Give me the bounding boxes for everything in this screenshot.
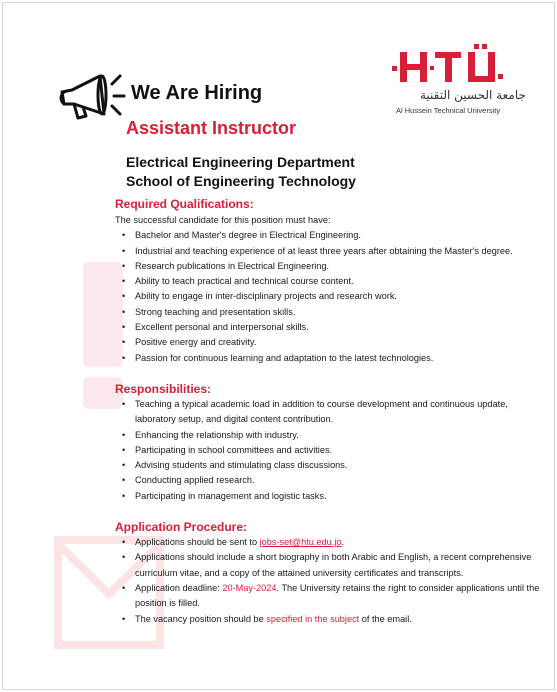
department-name: Electrical Engineering Department — [126, 154, 355, 170]
application-title: Application Procedure: — [115, 520, 248, 535]
application-list — [115, 535, 540, 627]
qualification-item: • Excellent personal and interpersonal skills. — [135, 320, 540, 335]
application-item — [135, 612, 540, 627]
qualifications-title: Required Qualifications: — [115, 197, 254, 211]
responsibility-item: • Advising students and stimulating class discussions. — [135, 458, 540, 473]
qualification-item: • Passion for continuous learning and adaptation to the latest technologies. — [135, 351, 540, 366]
qualification-item: • Bachelor and Master's degree in Electrical Engineering. — [135, 228, 540, 243]
responsibilities-list — [115, 397, 540, 504]
job-description — [115, 196, 540, 627]
responsibility-item: • Participating in management and logistic tasks. — [135, 489, 540, 504]
qualification-item: • Industrial and teaching experience of at least three years after obtaining the Master's degree. — [135, 244, 540, 259]
application-text: . — [341, 537, 345, 548]
application-item — [135, 535, 540, 550]
qualification-item: • Ability to engage in inter-disciplinary projects and research work. — [135, 289, 540, 304]
logo-english-name: Al Hussein Technical University — [396, 106, 501, 115]
qualification-item: • Positive energy and creativity. — [135, 335, 540, 350]
application-text: Application deadline: — [135, 582, 223, 593]
qualification-item: • Ability to teach practical and technical course content. — [135, 274, 540, 289]
qualification-item: • Strong teaching and presentation skills. — [135, 305, 540, 320]
qualifications-intro: The successful candidate for this position must have: — [115, 215, 331, 225]
responsibility-item: • Conducting applied research. — [135, 473, 540, 488]
department-heading — [126, 153, 356, 191]
application-text: Applications should be sent to — [135, 537, 260, 548]
qualification-item: • Research publications in Electrical Engineering. — [135, 259, 540, 274]
application-text: . The University retains the right to consider applications until the position is filled. — [135, 582, 540, 609]
hiring-title: We Are Hiring — [131, 82, 263, 104]
responsibility-item: • Teaching a typical academic load in addition to course development and continuous update, laboratory setup, and digital content contribution. — [135, 397, 540, 428]
school-name: School of Engineering Technology — [126, 173, 356, 189]
deadline-date: 20-May-2024 — [222, 582, 277, 593]
email-link[interactable]: jobs-set@htu.edu.jo — [259, 537, 342, 548]
application-text: of the email. — [359, 613, 412, 624]
megaphone-icon — [54, 70, 126, 124]
application-text: The vacancy position should be — [135, 613, 267, 624]
application-item: • Applications should include a short biography in both Arabic and English, a recent comprehensive curriculum vitae, and a copy of the attained university certificates and transcripts. — [135, 550, 540, 581]
qualifications-list — [115, 228, 540, 366]
subject-highlight: specified in the subject — [266, 613, 360, 624]
logo-arabic-name: جامعة الحسين التقنية — [420, 88, 526, 102]
application-item — [135, 581, 540, 612]
position-title: Assistant Instructor — [126, 118, 297, 138]
responsibility-item: • Participating in school committees and activities. — [135, 443, 540, 458]
responsibility-item: • Enhancing the relationship with industry. — [135, 428, 540, 443]
responsibilities-title: Responsibilities: — [115, 381, 212, 396]
